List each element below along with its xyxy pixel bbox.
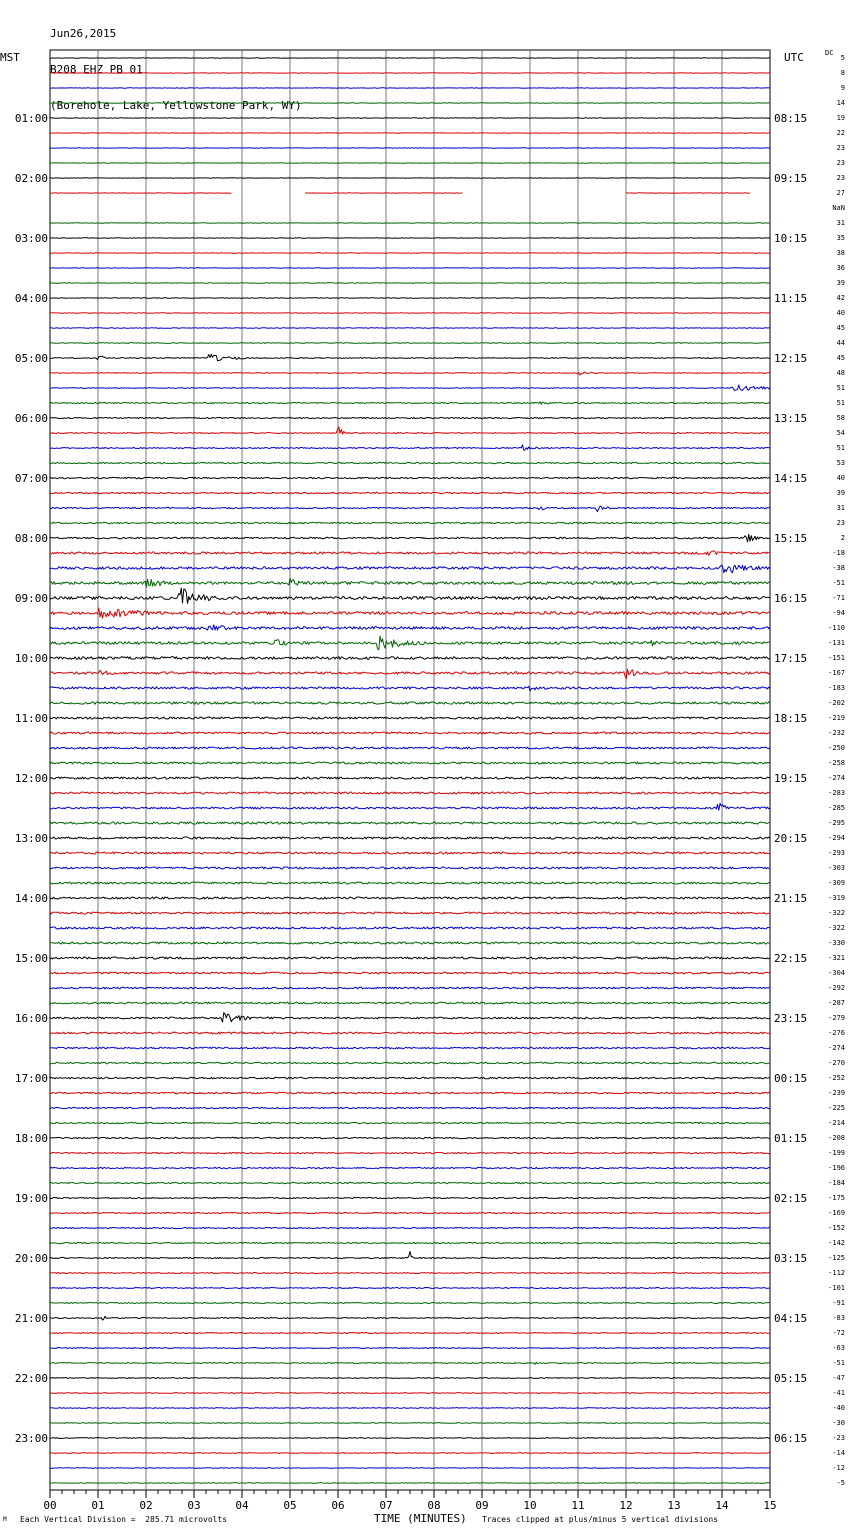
dc-offset-label: -274 (828, 1044, 845, 1052)
dc-offset-label: 39 (836, 279, 845, 287)
dc-offset-label: -91 (832, 1299, 845, 1307)
mst-hour-label: 08:00 (14, 532, 48, 545)
dc-offset-label: -322 (828, 909, 845, 917)
dc-offset-label: 51 (836, 384, 845, 392)
dc-offset-label: -287 (828, 999, 845, 1007)
seismic-trace (50, 313, 770, 314)
x-tick-label: 02 (139, 1499, 153, 1512)
seismic-trace (50, 1002, 770, 1004)
utc-hour-label: 10:15 (774, 232, 808, 245)
utc-hour-label: 21:15 (774, 892, 808, 905)
utc-hour-label: 17:15 (774, 652, 808, 665)
dc-offset-label: -41 (832, 1389, 845, 1397)
dc-offset-label: 38 (836, 249, 845, 257)
dc-offset-label: 44 (836, 339, 845, 347)
utc-hour-label: 01:15 (774, 1132, 808, 1145)
seismic-trace (50, 1242, 770, 1243)
x-tick-label: 06 (331, 1499, 345, 1512)
mst-hour-label: 03:00 (14, 232, 48, 245)
seismic-trace (50, 1333, 770, 1334)
seismic-trace (50, 565, 770, 573)
seismic-trace (50, 657, 770, 660)
seismic-trace (50, 477, 770, 478)
seismic-trace (50, 385, 770, 390)
dc-offset-label: -214 (828, 1119, 845, 1127)
seismic-trace (50, 551, 770, 556)
seismic-trace (50, 492, 770, 493)
clip-note: Traces clipped at plus/minus 5 vertical divisions (482, 1515, 719, 1524)
mst-hour-label: 04:00 (14, 292, 48, 305)
dc-offset-label: -252 (828, 1074, 845, 1082)
dc-offset-label: -23 (832, 1434, 845, 1442)
seismic-trace (50, 1122, 770, 1123)
utc-hour-label: 19:15 (774, 772, 808, 785)
seismic-trace (50, 1378, 770, 1379)
mst-hour-label: 05:00 (14, 352, 48, 365)
dc-offset-label: -152 (828, 1224, 845, 1232)
seismic-trace (50, 402, 770, 404)
dc-offset-label: 9 (840, 84, 845, 92)
dc-offset-label: -321 (828, 954, 845, 962)
seismic-trace (50, 717, 770, 719)
dc-offset-label: 58 (836, 414, 845, 422)
dc-offset-label: -283 (828, 789, 845, 797)
dc-offset-label: -294 (828, 834, 845, 842)
seismic-trace (50, 1197, 770, 1198)
dc-offset-label: -250 (828, 744, 845, 752)
dc-offset-label: 45 (836, 324, 845, 332)
dc-offset-label: -304 (828, 969, 845, 977)
utc-hour-label: 08:15 (774, 112, 808, 125)
dc-offset-label: -219 (828, 714, 845, 722)
dc-offset-label: -293 (828, 849, 845, 857)
x-tick-label: 09 (475, 1499, 489, 1512)
mst-hour-label: 16:00 (14, 1012, 48, 1025)
x-tick-label: 00 (43, 1499, 57, 1512)
dc-offset-label: -309 (828, 879, 845, 887)
dc-offset-label: -232 (828, 729, 845, 737)
seismic-trace (50, 1092, 770, 1094)
utc-hour-label: 22:15 (774, 952, 808, 965)
utc-hour-label: 03:15 (774, 1252, 808, 1265)
seismic-trace (50, 1167, 770, 1168)
mst-hour-label: 20:00 (14, 1252, 48, 1265)
mst-hour-label: 11:00 (14, 712, 48, 725)
location-label: (Borehole, Lake, Yellowstone Park, WY) (50, 99, 302, 112)
dc-offset-label: 31 (836, 219, 845, 227)
x-tick-label: 07 (379, 1499, 393, 1512)
seismic-trace (50, 1303, 770, 1304)
x-tick-label: 15 (763, 1499, 777, 1512)
dc-offset-label: 48 (836, 369, 845, 377)
dc-offset-label: 19 (836, 114, 845, 122)
dc-offset-label: -38 (832, 564, 845, 572)
mst-hour-label: 10:00 (14, 652, 48, 665)
dc-offset-label: -12 (832, 1464, 845, 1472)
dc-offset-label: -51 (832, 579, 845, 587)
dc-offset-label: -319 (828, 894, 845, 902)
seismic-trace (50, 636, 770, 650)
seismic-trace (50, 1453, 770, 1454)
utc-hour-label: 16:15 (774, 592, 808, 605)
right-timezone-label: UTC (784, 51, 804, 64)
dc-offset-label: 14 (836, 99, 845, 107)
dc-offset-label: -330 (828, 939, 845, 947)
station-label: B208 EHZ PB 01 (50, 63, 143, 76)
x-axis-title: TIME (MINUTES) (374, 1512, 467, 1525)
mst-hour-label: 15:00 (14, 952, 48, 965)
dc-offset-label: -110 (828, 624, 845, 632)
seismic-trace (50, 777, 770, 779)
mst-hour-label: 17:00 (14, 1072, 48, 1085)
dc-offset-label: 39 (836, 489, 845, 497)
seismic-trace (50, 506, 770, 512)
scale-note: Each Vertical Division = 285.71 microvolts (20, 1515, 228, 1524)
utc-hour-label: 23:15 (774, 1012, 808, 1025)
seismic-trace (50, 1047, 770, 1049)
mst-hour-label: 19:00 (14, 1192, 48, 1205)
dc-offset-label: -151 (828, 654, 845, 662)
dc-offset-label: 23 (836, 159, 845, 167)
seismic-trace (50, 283, 770, 284)
seismic-trace (50, 942, 770, 944)
seismic-trace (50, 372, 770, 375)
dc-offset-label: -18 (832, 549, 845, 557)
seismic-trace (50, 1107, 770, 1108)
dc-offset-label: 23 (836, 519, 845, 527)
seismic-trace (50, 625, 770, 630)
mst-hour-label: 21:00 (14, 1312, 48, 1325)
dc-offset-label: -322 (828, 924, 845, 932)
seismic-trace (50, 1393, 770, 1394)
seismic-trace (50, 1288, 770, 1289)
dc-offset-label: 5 (840, 54, 845, 62)
seismic-trace (50, 462, 770, 463)
seismic-trace (50, 1348, 770, 1349)
dc-offset-label: 27 (836, 189, 845, 197)
seismic-trace (50, 522, 770, 524)
seismic-trace (50, 822, 770, 824)
dc-offset-label: -258 (828, 759, 845, 767)
seismic-trace (50, 927, 770, 929)
x-tick-label: 04 (235, 1499, 249, 1512)
plot-frame (50, 50, 770, 1490)
seismic-trace (50, 328, 770, 329)
utc-hour-label: 20:15 (774, 832, 808, 845)
x-tick-label: 14 (715, 1499, 729, 1512)
dc-offset-label: -112 (828, 1269, 845, 1277)
seismic-trace (50, 1483, 770, 1484)
x-tick-label: 11 (571, 1499, 585, 1512)
utc-hour-label: 13:15 (774, 412, 808, 425)
dc-offset-label: 54 (836, 429, 845, 437)
dc-offset-label: -274 (828, 774, 845, 782)
x-tick-label: 05 (283, 1499, 297, 1512)
mst-hour-label: 07:00 (14, 472, 48, 485)
mst-hour-label: 12:00 (14, 772, 48, 785)
seismic-trace (50, 867, 770, 869)
seismic-trace (50, 1423, 770, 1424)
dc-offset-label: -63 (832, 1344, 845, 1352)
dc-offset-label: 35 (836, 234, 845, 242)
seismic-trace (50, 354, 770, 360)
seismic-trace (50, 747, 770, 749)
dc-offset-label: 31 (836, 504, 845, 512)
seismic-trace (50, 686, 770, 691)
seismic-trace (50, 417, 770, 418)
dc-offset-label: 23 (836, 174, 845, 182)
dc-offset-label: 36 (836, 264, 845, 272)
seismic-trace (50, 608, 770, 618)
seismic-trace (50, 588, 770, 603)
seismic-trace (50, 1212, 770, 1213)
dc-offset-label: 8 (840, 69, 845, 77)
dc-offset-label: 2 (840, 534, 845, 542)
dc-offset-label: 42 (836, 294, 845, 302)
seismic-trace (50, 1252, 770, 1259)
mst-hour-label: 02:00 (14, 172, 48, 185)
dc-offset-label: -14 (832, 1449, 845, 1457)
x-tick-label: 10 (523, 1499, 537, 1512)
seismic-trace (50, 897, 770, 899)
seismic-trace (50, 534, 770, 542)
utc-hour-label: 11:15 (774, 292, 808, 305)
seismic-trace (50, 1468, 770, 1469)
dc-offset-label: NaN (832, 204, 845, 212)
dc-offset-label: -131 (828, 639, 845, 647)
x-tick-label: 08 (427, 1499, 441, 1512)
dc-offset-label: -196 (828, 1164, 845, 1172)
seismic-trace (50, 1273, 770, 1274)
dc-offset-label: -279 (828, 1014, 845, 1022)
seismic-trace (50, 1013, 770, 1022)
dc-offset-label: -199 (828, 1149, 845, 1157)
dc-offset-label: -167 (828, 669, 845, 677)
dc-offset-label: -94 (832, 609, 845, 617)
seismic-trace (50, 882, 770, 884)
dc-offset-label: -72 (832, 1329, 845, 1337)
utc-hour-label: 14:15 (774, 472, 808, 485)
mst-hour-label: 14:00 (14, 892, 48, 905)
seismic-trace (50, 1152, 770, 1153)
x-tick-label: 12 (619, 1499, 633, 1512)
seismic-trace (50, 427, 770, 434)
mst-hour-label: 18:00 (14, 1132, 48, 1145)
dc-offset-label: 51 (836, 399, 845, 407)
seismic-trace (50, 702, 770, 704)
utc-hour-label: 15:15 (774, 532, 808, 545)
mst-hour-label: 22:00 (14, 1372, 48, 1385)
seismic-trace (50, 1227, 770, 1228)
seismic-trace (50, 837, 770, 839)
seismic-trace (50, 298, 770, 299)
seismic-trace (50, 445, 770, 450)
dc-offset-label: 40 (836, 474, 845, 482)
dc-offset-label: -101 (828, 1284, 845, 1292)
utc-hour-label: 18:15 (774, 712, 808, 725)
mst-hour-label: 09:00 (14, 592, 48, 605)
mst-hour-label: 23:00 (14, 1432, 48, 1445)
x-tick-label: 13 (667, 1499, 681, 1512)
dc-offset-label: -292 (828, 984, 845, 992)
dc-offset-label: -225 (828, 1104, 845, 1112)
seismic-trace (50, 1438, 770, 1439)
utc-hour-label: 09:15 (774, 172, 808, 185)
dc-offset-label: -202 (828, 699, 845, 707)
mst-hour-label: 01:00 (14, 112, 48, 125)
seismic-trace (50, 852, 770, 854)
seismic-trace (50, 1062, 770, 1064)
dc-offset-label: -71 (832, 594, 845, 602)
dc-offset-label: -285 (828, 804, 845, 812)
utc-hour-label: 04:15 (774, 1312, 808, 1325)
left-timezone-label: MST (0, 51, 20, 64)
seismic-trace (50, 669, 770, 679)
seismic-trace (50, 803, 770, 810)
mst-hour-label: 06:00 (14, 412, 48, 425)
seismic-trace (50, 1362, 770, 1364)
dc-offset-label: -30 (832, 1419, 845, 1427)
dc-offset-label: -169 (828, 1209, 845, 1217)
dc-offset-label: 40 (836, 309, 845, 317)
dc-offset-label: -239 (828, 1089, 845, 1097)
dc-offset-label: -303 (828, 864, 845, 872)
dc-offset-label: -142 (828, 1239, 845, 1247)
dc-offset-label: -295 (828, 819, 845, 827)
dc-offset-label: 53 (836, 459, 845, 467)
seismic-trace (50, 1408, 770, 1409)
dc-offset-header: DC (825, 49, 834, 57)
corner-mark: M (3, 1516, 7, 1523)
dc-offset-label: -5 (836, 1479, 845, 1487)
seismic-trace (50, 762, 770, 764)
utc-hour-label: 12:15 (774, 352, 808, 365)
dc-offset-label: 45 (836, 354, 845, 362)
seismic-trace (50, 1077, 770, 1079)
dc-offset-label: -125 (828, 1254, 845, 1262)
x-tick-label: 03 (187, 1499, 201, 1512)
dc-offset-label: -183 (828, 684, 845, 692)
date-label: Jun26,2015 (50, 27, 117, 40)
seismic-trace (50, 972, 770, 974)
utc-hour-label: 00:15 (774, 1072, 808, 1085)
x-tick-label: 01 (91, 1499, 105, 1512)
dc-offset-label: 22 (836, 129, 845, 137)
seismic-trace (50, 732, 770, 734)
dc-offset-label: 23 (836, 144, 845, 152)
mst-hour-label: 13:00 (14, 832, 48, 845)
dc-offset-label: -40 (832, 1404, 845, 1412)
utc-hour-label: 05:15 (774, 1372, 808, 1385)
seismic-trace (50, 912, 770, 914)
dc-offset-label: -51 (832, 1359, 845, 1367)
dc-offset-label: 51 (836, 444, 845, 452)
seismic-trace (50, 343, 770, 344)
dc-offset-label: -208 (828, 1134, 845, 1142)
dc-offset-label: -184 (828, 1179, 845, 1187)
seismic-trace (50, 792, 770, 794)
dc-offset-label: -47 (832, 1374, 845, 1382)
seismic-trace (50, 987, 770, 989)
utc-hour-label: 02:15 (774, 1192, 808, 1205)
dc-offset-label: -270 (828, 1059, 845, 1067)
dc-offset-label: -83 (832, 1314, 845, 1322)
seismic-trace (50, 1032, 770, 1034)
dc-offset-label: -276 (828, 1029, 845, 1037)
seismic-trace (50, 1182, 770, 1183)
seismic-trace (50, 1316, 770, 1320)
utc-hour-label: 06:15 (774, 1432, 808, 1445)
dc-offset-label: -175 (828, 1194, 845, 1202)
seismic-trace (50, 578, 770, 587)
seismic-trace (50, 957, 770, 959)
seismic-trace (50, 1137, 770, 1138)
